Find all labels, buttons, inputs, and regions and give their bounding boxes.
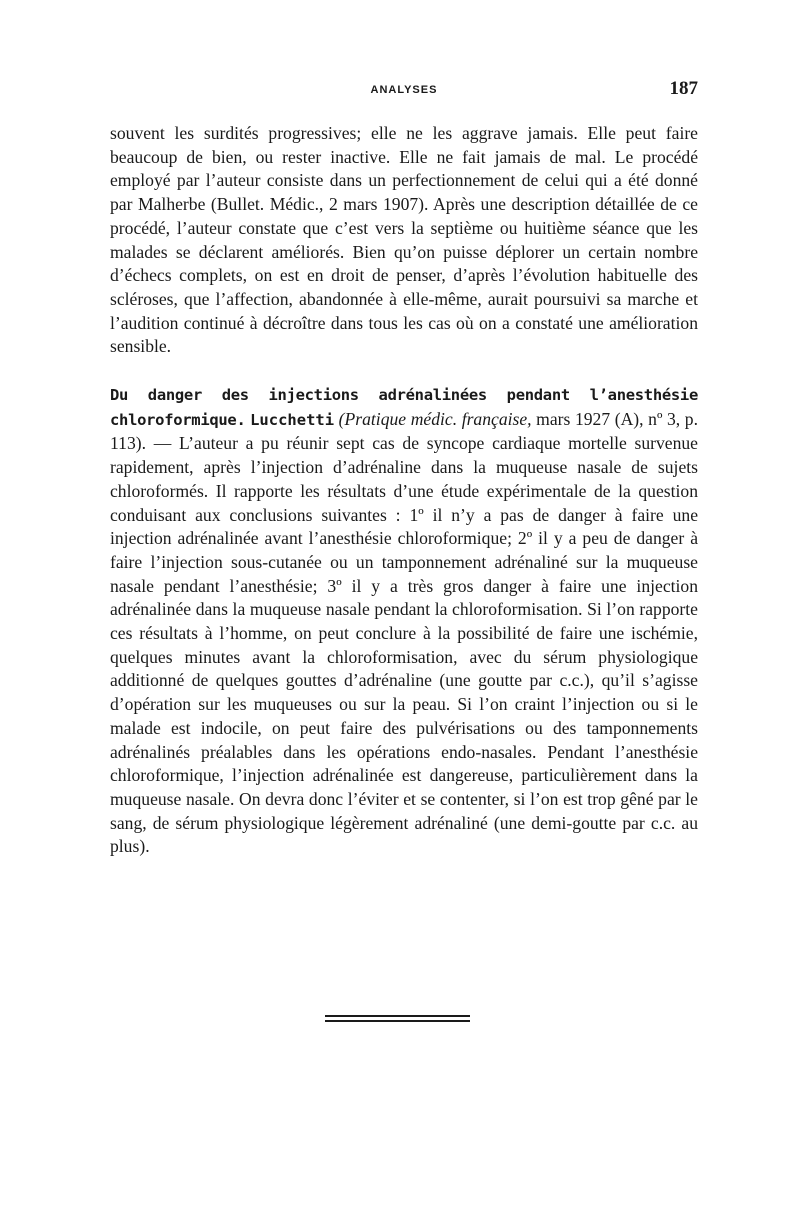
article-title: Du danger des injections adrénalinées pendant l’anesthésie chloroformique. — [110, 386, 698, 429]
rule-line-bottom — [325, 1020, 470, 1022]
article-paragraph — [110, 383, 698, 859]
running-header — [110, 78, 698, 104]
article-body: — L’auteur a pu réunir sept cas de syncope cardiaque mortelle survenue rapidement, après l’injection d’adrénaline dans la muqueuse nasale de sujets chloroformés. Il rapporte les résultats d’une étude expérimentale de la question conduisant aux conclusions suivantes : 1º il n’y a pas de danger à faire une injection adrénalinée avant l’anesthésie chloroformique; 2º il y a peu de danger à faire l’injection sous-cutanée ou un tamponnement adrénaliné sur la muqueuse nasale pendant l’anesthésie; 3º il y a très gros danger à faire une injection adrénalinée dans la muqueuse nasale pendant la chloroformisation. Si l’on rapporte ces résultats à l’homme, on peut conclure à la possibilité de faire une ischémie, quelques minutes avant la chloroformisation, avec du sérum physiologique additionné de quelques gouttes d’adrénaline (une goutte par c.c.), qu’il s’agisse d’opération sur les muqueuses ou sur la peau. Si l’on craint l’injection ou si le malade est indocile, on peut faire des pulvérisations ou des tamponnements adrénalinés préalables dans les opérations endo-nasales. Pendant l’anesthésie chloroformique, l’injection adrénalinée est dangereuse, particulièrement dans la muqueuse nasale. On devra donc l’éviter et se contenter, si l’on est trop gêné par le sang, de sérum physiologique légèrement adrénaliné (une demi-goutte par c.c. au plus). — [110, 433, 698, 857]
article-citation: mars 1927 (A), nº 3, p. 113). — [110, 408, 698, 454]
running-title: ANALYSES — [370, 84, 438, 96]
rule-line-top — [325, 1015, 470, 1017]
article-journal: (Pratique médic. française, — [338, 408, 532, 429]
end-of-section-rule — [325, 1015, 470, 1025]
article-author: Lucchetti — [250, 410, 335, 429]
continued-paragraph: souvent les surdités progressives; elle ne les aggrave jamais. Elle peut faire beaucoup de bien, ou rester inactive. Elle ne fait jamais de mal. Le procédé employé par l’auteur consiste dans un perfectionnement de celui qui a été donné par Malherbe (Bullet. Médic., 2 mars 1907). Après une description détaillée de ce procédé, l’auteur constate que c’est vers la septième ou huitième séance que les malades se déclarent améliorés. Bien qu’on puisse déplorer un certain nombre d’échecs complets, on est en droit de penser, d’après l’évolution habituelle des scléroses, que l’affection, abandonnée à elle-même, aurait poursuivi sa marche et l’audition continué à décroître dans tous les cas où on a constaté une amélioration sensible. — [110, 123, 698, 357]
page-number: 187 — [669, 78, 698, 99]
document-page — [110, 78, 698, 859]
